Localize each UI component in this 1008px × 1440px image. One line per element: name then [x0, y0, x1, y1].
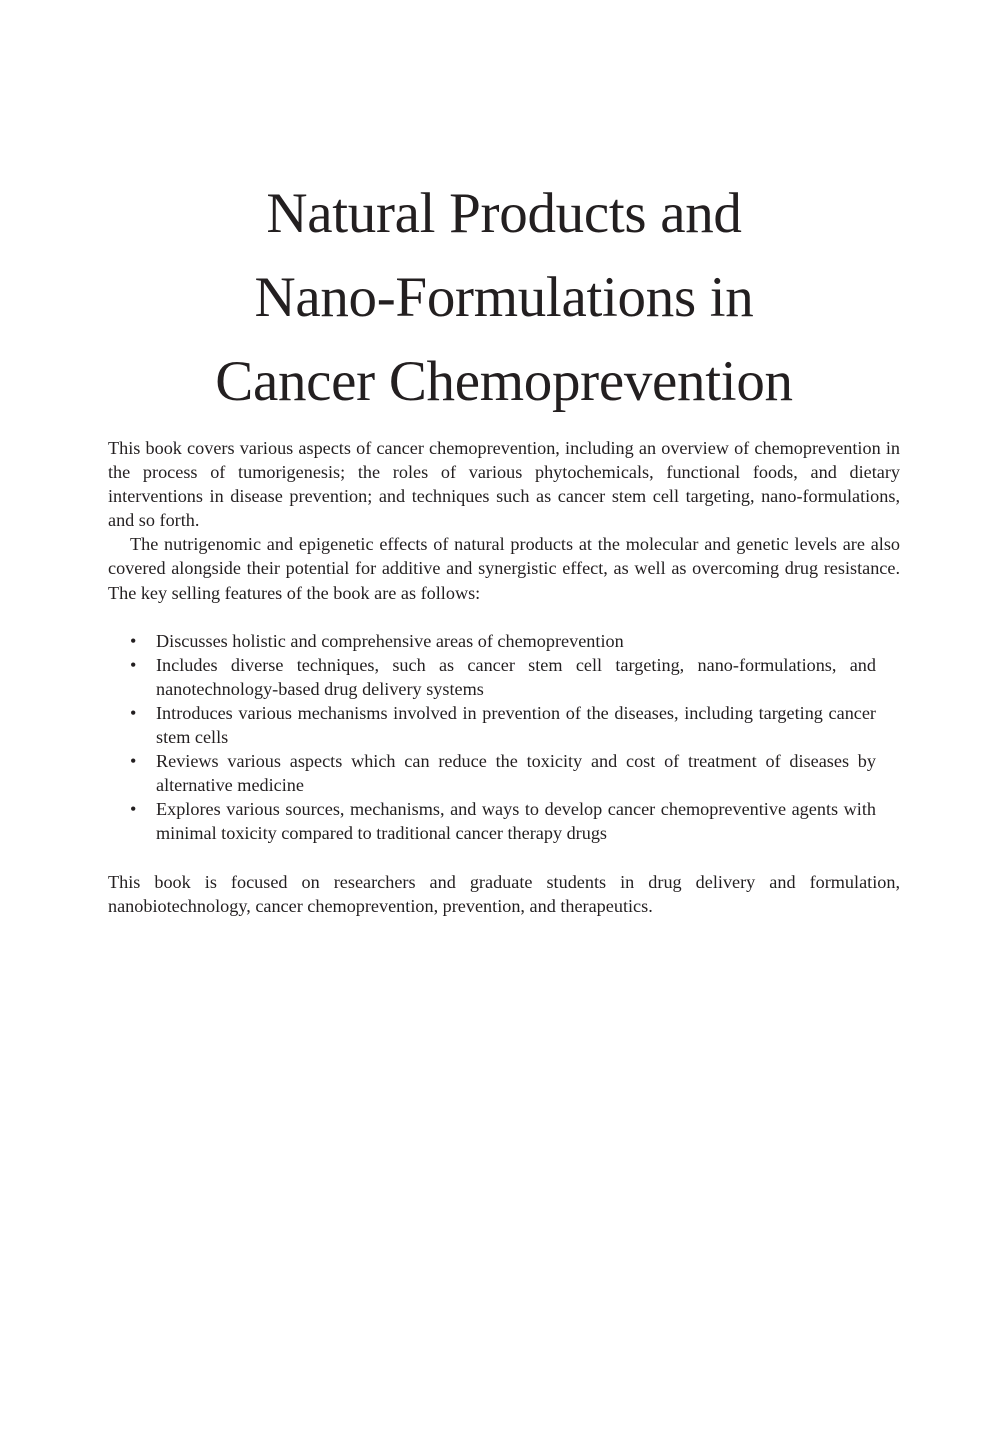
list-item: [108, 629, 900, 653]
book-description: [108, 436, 900, 918]
list-item: [108, 797, 900, 845]
title-line: Nano-Formulations in: [254, 266, 754, 329]
feature-text: Discusses holistic and comprehensive areas of chemoprevention: [156, 630, 624, 651]
feature-text: Reviews various aspects which can reduce the toxicity and cost of treatment of diseases by alternative medicine: [156, 751, 876, 796]
title-line: Natural Products and: [266, 182, 742, 245]
bullet-icon: •: [130, 630, 137, 651]
feature-text: Includes diverse techniques, such as cancer stem cell targeting, nano-formulations, and nanotechnology-based drug delivery systems: [156, 654, 876, 699]
list-item: [108, 653, 900, 701]
feature-text: Introduces various mechanisms involved in prevention of the diseases, including targeting cancer stem cells: [156, 702, 876, 748]
feature-text: Explores various sources, mechanisms, and ways to develop cancer chemopreventive agents with minimal toxicity compared to traditional cancer therapy drugs: [156, 799, 876, 844]
bullet-icon: •: [130, 799, 137, 820]
list-item: [108, 749, 900, 797]
features-list: [108, 629, 900, 846]
list-item: [108, 701, 900, 749]
book-title: [100, 172, 908, 424]
audience-paragraph: This book is focused on researchers and graduate students in drug delivery and formulation, nanobiotechnology, cancer chemoprevention, prevention, and therapeutics.: [108, 871, 900, 916]
bullet-icon: •: [130, 702, 137, 723]
overview-paragraph: This book covers various aspects of cancer chemoprevention, including an overview of chemoprevention in the process of tumorigenesis; the roles of various phytochemicals, functional foods, and dietary interventions in disease prevention; and techniques such as cancer stem cell targeting, nano-formulations, and so forth.: [108, 438, 900, 531]
effects-paragraph: The nutrigenomic and epigenetic effects of natural products at the molecular and genetic levels are also covered alongside their potential for additive and synergistic effect, as well as overcoming drug resistance. The key selling features of the book are as follows:: [108, 534, 900, 603]
bullet-icon: •: [130, 751, 137, 772]
title-line: Cancer Chemoprevention: [215, 350, 793, 413]
bullet-icon: •: [130, 654, 137, 675]
